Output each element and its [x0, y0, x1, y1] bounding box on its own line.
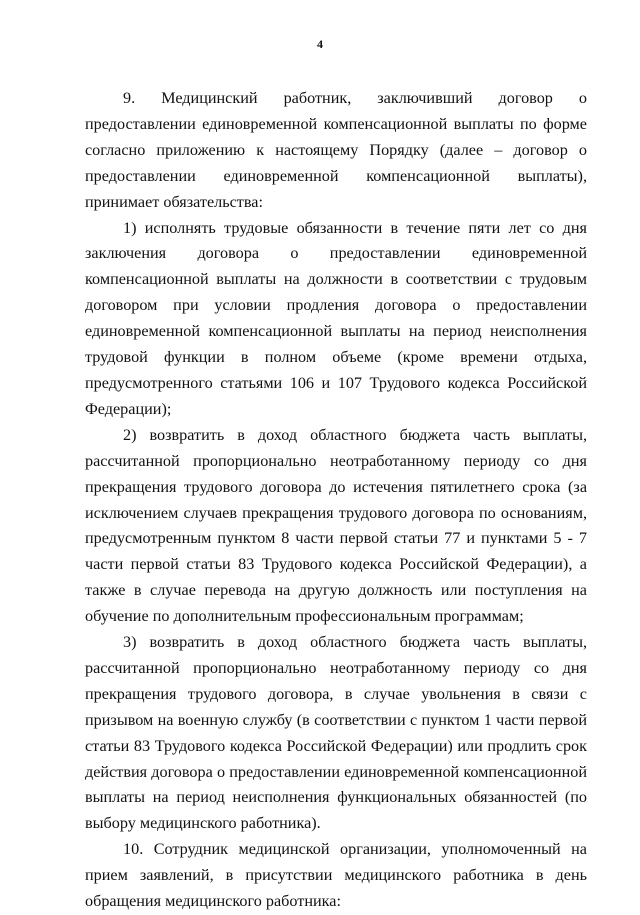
paragraph-9-item-1: 1) исполнять трудовые обязанности в течение пяти лет со дня заключения договора о предоставлении единовременной компенсационной выплаты на должности в соответствии с трудовым договором при условии продления договора о предоставлении единовременной компенсационной выплаты на период неисполнения трудовой функции в полном объеме (кроме времени отдыха, предусмотренного статьями 106 и 107 Трудового кодекса Российской Федерации);: [85, 218, 587, 418]
paragraph-9-item-3: 3) возвратить в доход областного бюджета часть выплаты, рассчитанной пропорционально неотработанному периоду со дня прекращения трудового договора, в случае увольнения в связи с призывом на военную службу (в соответствии с пунктом 1 части первой статьи 83 Трудового кодекса Российской Федерации) или продлить срок действия договора о предоставлении единовременной компенсационной выплаты на период неисполнения функциональных обязанностей (по выбору медицинского работника).: [85, 633, 587, 833]
document-body: [85, 86, 587, 915]
paragraph-9: 9. Медицинский работник, заключивший договор о предоставлении единовременной компенсационной выплаты по форме согласно приложению к настоящему Порядку (далее – договор о предоставлении единовременной компенсационной выплаты), принимает обязательства:: [85, 89, 587, 211]
page-number: 4: [317, 37, 323, 51]
paragraph-10: 10. Сотрудник медицинской организации, уполномоченный на прием заявлений, в присутствии медицинского работника в день обращения медицинского работника:: [85, 840, 587, 911]
paragraph-9-item-2: 2) возвратить в доход областного бюджета часть выплаты, рассчитанной пропорционально неотработанному периоду со дня прекращения трудового договора до истечения пятилетнего срока (за исключением случаев прекращения трудового договора по основаниям, предусмотренным пунктом 8 части первой статьи 77 и пунктами 5 - 7 части первой статьи 83 Трудового кодекса Российской Федерации), а также в случае перевода на другую должность или поступления на обучение по дополнительным профессиональным программам;: [85, 425, 587, 626]
